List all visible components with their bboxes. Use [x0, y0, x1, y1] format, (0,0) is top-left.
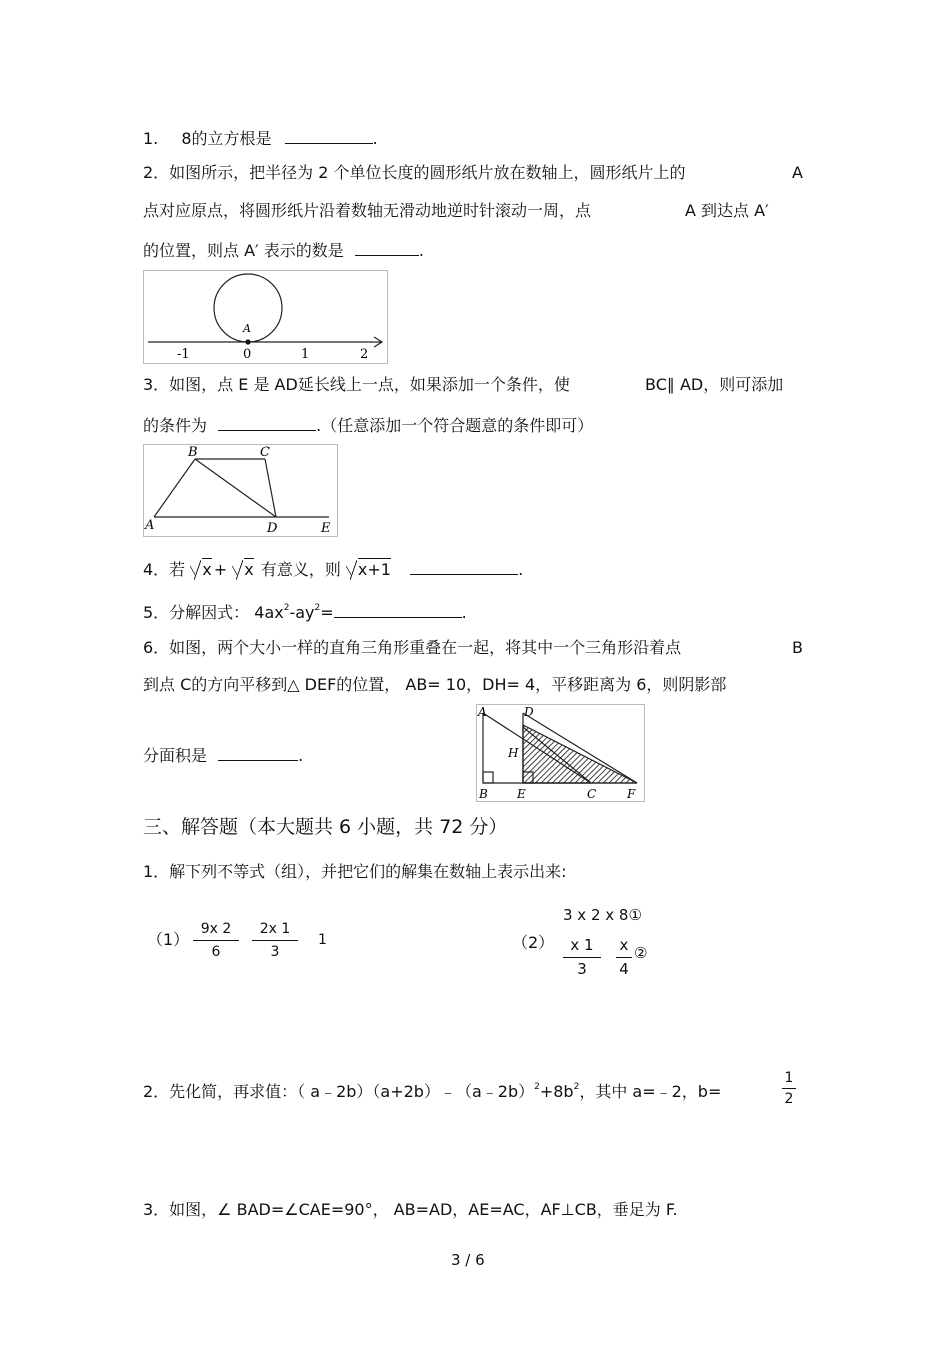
s3-p1-rhs: 1	[318, 932, 327, 948]
tick-label: 1	[301, 347, 310, 362]
q3-line1-end: BC∥ AD，则可添加	[645, 375, 784, 394]
q5-end: .	[461, 603, 467, 622]
question-1	[143, 128, 378, 147]
power: 2	[573, 1082, 580, 1092]
q2-line2-end: A 到达点 A′	[685, 201, 769, 220]
q3-figure	[143, 444, 338, 537]
question-5	[143, 602, 467, 621]
q6-line1-end: B	[792, 638, 803, 657]
q2-end: .	[418, 241, 424, 260]
s3-p2-text3: ，其中 a=﹣2，b=	[579, 1082, 722, 1101]
s3-p1-fraction	[616, 938, 632, 977]
s3-p2-text2: +8b	[539, 1082, 574, 1101]
q6-line2: 到点 C的方向平移到△ DEF的位置， AB= 10，DH= 4，平移距离为 6，则阴影部	[143, 675, 727, 694]
q3-line2-text: 的条件为	[143, 416, 208, 435]
q4-blank[interactable]	[410, 559, 518, 575]
vertex-label: D	[524, 705, 534, 719]
q2-line2: 点对应原点，将圆形纸片沿着数轴无滑动地逆时针滚动一周，点	[143, 201, 592, 220]
s3-p1-fraction	[563, 938, 601, 977]
s3-p1-fraction	[252, 922, 298, 959]
q6-blank[interactable]	[218, 745, 298, 761]
q1-blank[interactable]	[285, 128, 373, 144]
q6-line3	[143, 745, 303, 764]
fraction-numerator: 1	[784, 1070, 794, 1086]
q1-end: .	[372, 129, 378, 148]
number-line-circle-diagram	[144, 271, 387, 363]
q5-text: 5．分解因式： 4ax	[143, 603, 284, 622]
vertex-label: C	[260, 445, 270, 460]
vertex-label: A	[145, 518, 155, 533]
page-number: 3 / 6	[451, 1251, 485, 1269]
vertex-label: F	[627, 787, 636, 801]
q6-end: .	[298, 746, 304, 765]
inequality-1: 3 x 2 x 8	[563, 906, 629, 924]
q6-line1: 6．如图，两个大小一样的直角三角形重叠在一起，将其中一个三角形沿着点	[143, 638, 682, 657]
vertex-label: B	[479, 787, 488, 801]
q3-blank[interactable]	[218, 415, 316, 431]
shaded-region	[523, 725, 637, 783]
segment-bd	[195, 459, 276, 517]
circled-one: ①	[628, 906, 642, 924]
vertex-label: D	[267, 521, 278, 536]
q3-line2-end: .（任意添加一个符合题意的条件即可）	[316, 416, 594, 435]
q6-figure	[476, 704, 645, 802]
power: 2	[534, 1082, 540, 1092]
fraction-numerator: x 1	[570, 936, 594, 954]
fraction-denominator: 3	[577, 960, 587, 978]
point-a-label: A	[243, 322, 251, 335]
circled-two: ②	[634, 944, 648, 962]
q5-power: 2	[283, 603, 290, 613]
q2-line3	[143, 240, 424, 259]
right-angle-b	[483, 772, 493, 783]
q2-blank[interactable]	[355, 240, 419, 256]
q4-mid-text: 有意义，则	[260, 560, 341, 579]
vertex-label: E	[517, 787, 526, 801]
s3-p1-fraction	[193, 922, 239, 959]
fraction-numerator: 2x 1	[259, 921, 291, 937]
tick-label: 2	[360, 347, 369, 362]
fraction-numerator: x	[619, 936, 629, 954]
vertex-label: H	[508, 746, 519, 760]
q5-text2: -ay	[289, 603, 315, 622]
fraction-denominator: 4	[619, 960, 629, 978]
question-4	[143, 559, 523, 578]
sqrt-x-plus-1: x+1	[346, 562, 391, 578]
sqrt-x: x	[190, 562, 211, 578]
q6-line3-text: 分面积是	[143, 746, 208, 765]
q1-text: 8的立方根是	[181, 129, 272, 148]
overlapping-triangles-diagram	[477, 705, 644, 801]
fraction-denominator: 3	[270, 944, 280, 960]
vertex-label: A	[478, 705, 487, 719]
tick-label: -1	[177, 347, 190, 362]
tick-label: 0	[243, 347, 252, 362]
s3-problem-3: 3．如图，∠ BAD=∠CAE=90°， AB=AD，AE=AC，AF⊥CB，垂足为 F.	[143, 1200, 678, 1219]
q2-line1-end: A	[792, 163, 803, 182]
section-3-heading: 三、解答题（本大题共 6 小题，共 72 分）	[143, 816, 508, 838]
q5-eq: =	[320, 603, 334, 622]
q4-end: .	[518, 560, 524, 579]
s3-p2-text: 2．先化简，再求值：（ a﹣2b）（a+2b）﹣（a﹣2b）	[143, 1082, 535, 1101]
fraction-denominator: 6	[211, 944, 221, 960]
q3-line1: 3．如图，点 E 是 AD延长线上一点，如果添加一个条件，使	[143, 375, 570, 394]
q2-figure	[143, 270, 388, 364]
s3-problem-1: 1．解下列不等式（组），并把它们的解集在数轴上表示出来:	[143, 862, 567, 881]
q1-number: 1.	[143, 129, 159, 148]
vertex-label: B	[188, 445, 198, 460]
trapezoid-diagram	[144, 445, 337, 536]
s3-p1-sub2-label: （2）	[512, 933, 555, 952]
segment-ab	[154, 459, 195, 517]
s3-problem-2	[143, 1083, 721, 1100]
q4-plus: +	[213, 560, 228, 579]
s3-p1-sub1-label: （1）	[147, 930, 190, 949]
fraction-denominator: 2	[784, 1091, 794, 1107]
s3-p2-fraction-half	[782, 1071, 796, 1106]
q5-blank[interactable]	[334, 602, 462, 618]
fraction-numerator: 9x 2	[200, 921, 232, 937]
q4-number: 4．若	[143, 560, 186, 579]
q5-power: 2	[314, 603, 321, 613]
sqrt-neg-x: x	[232, 562, 253, 578]
q3-line2	[143, 415, 593, 434]
q2-line3-text: 的位置，则点 A′ 表示的数是	[143, 241, 344, 260]
s3-p1-sub2-row1	[563, 908, 642, 923]
vertex-label: C	[587, 787, 597, 801]
vertex-label: E	[321, 521, 331, 536]
q2-line1: 2．如图所示，把半径为 2 个单位长度的圆形纸片放在数轴上，圆形纸片上的	[143, 163, 686, 182]
origin-point	[245, 339, 250, 344]
segment-cd	[265, 459, 276, 517]
